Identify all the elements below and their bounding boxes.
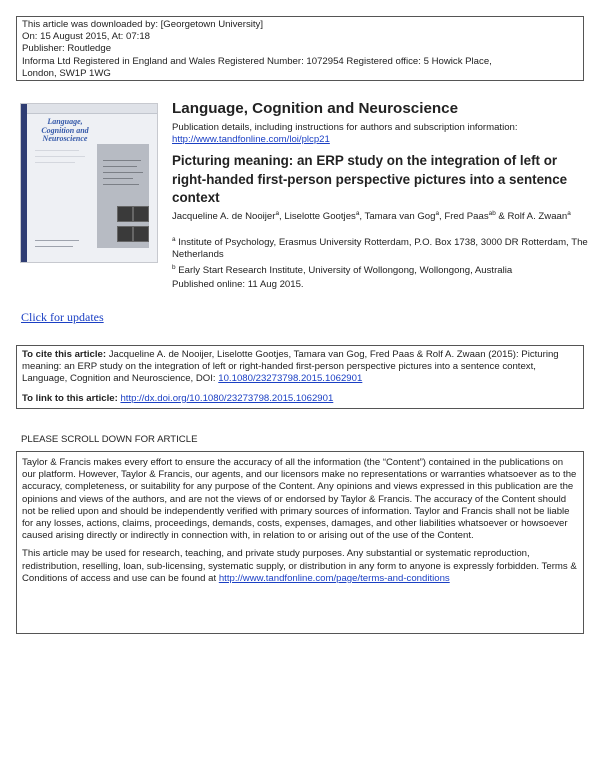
terms-link[interactable]: http://www.tandfonline.com/page/terms-and-conditions xyxy=(218,572,450,584)
cover-brain-image xyxy=(117,206,133,222)
cover-title: Language, Cognition and Neuroscience xyxy=(41,117,89,144)
author-affiliation-mark: a xyxy=(567,210,571,217)
citation-box xyxy=(16,345,584,409)
published-date: Published online: 11 Aug 2015. xyxy=(172,279,304,290)
usage-text: This article may be used for research, teaching, and private study purposes. Any substantial or systematic reproduction, redistribution, reselling, loan, sub-licensing, systematic supply, or distribution in any form to anyone is expressly forbidden. Terms & Conditions of access and use can be found at xyxy=(22,548,577,584)
affiliation-mark: b xyxy=(172,264,176,271)
downloaded-by-line: This article was downloaded by: [Georgetown University] xyxy=(22,19,264,30)
disclaimer-paragraph: Taylor & Francis makes every effort to ensure the accuracy of all the information (the “Content”) contained in the publications on our platform. However, Taylor & Francis, our agents, and our licensors make no representations or warranties whatsoever as to the accuracy, completeness, or suitability for any purpose of the Content. Any opinions and views expressed in this publication are the opinions and views of the authors, and are not the views of or endorsed by Taylor & Francis. The accuracy of the Content should not be relied upon and should be independently verified with primary sources of information. Taylor and Francis shall not be liable for any losses, actions, claims, proceedings, demands, costs, expenses, damages, and other liabilities whatsoever or howsoever caused arising directly or indirectly in connection with, in relation to or arising out of the use of the Content. xyxy=(22,457,577,542)
usage-paragraph xyxy=(22,548,578,585)
cover-line xyxy=(35,246,73,247)
cover-stripe xyxy=(21,104,27,262)
cover-text-line xyxy=(103,160,141,161)
cover-text-line xyxy=(103,178,133,179)
cover-text-line xyxy=(103,172,143,173)
journal-url-link[interactable]: http://www.tandfonline.com/loi/plcp21 xyxy=(172,134,330,145)
cover-line xyxy=(35,162,75,163)
author-affiliation-mark: a xyxy=(435,210,440,217)
cover-text-line xyxy=(103,184,139,185)
article-title: Picturing meaning: an ERP study on the integration of left or right-handed first-person perspective pictures into a sentence context xyxy=(172,153,568,205)
author-affiliation-mark: a xyxy=(275,210,280,217)
download-date-line: On: 15 August 2015, At: 07:18 xyxy=(22,31,151,43)
cover-brain-image xyxy=(117,226,133,242)
cover-line xyxy=(35,156,85,157)
affiliation-text: Early Start Research Institute, University of Wollongong, Wollongong, Australia xyxy=(175,265,513,276)
cite-body: Jacqueline A. de Nooijer, Liselotte Gootjes, Tamara van Gog, Fred Paas & Rolf A. Zwaan (2015): Picturing meaning: an ERP study on the integration of left or right-handed first-person perspective pictures into a sentence context, Language, Cognition and Neuroscience, DOI: xyxy=(22,349,559,385)
doi-link[interactable]: 10.1080/23273798.2015.1062901 xyxy=(218,373,363,385)
author-name: & Rolf A. Zwaan xyxy=(495,211,568,222)
article-doi-url-link[interactable]: http://dx.doi.org/10.1080/23273798.2015.1062901 xyxy=(120,392,334,404)
link-label: To link to this article: xyxy=(22,392,121,404)
author-affiliation-mark: ab xyxy=(488,210,496,217)
address-line: London, SW1P 1WG xyxy=(22,67,111,79)
journal-cover-image xyxy=(20,103,158,263)
publisher-line: Publisher: Routledge xyxy=(22,43,112,55)
cover-text-line xyxy=(103,166,137,167)
cite-label: To cite this article: xyxy=(22,349,107,360)
cover-line xyxy=(35,240,79,241)
cover-brain-image xyxy=(133,226,149,242)
scroll-down-notice: PLEASE SCROLL DOWN FOR ARTICLE xyxy=(21,434,198,445)
terms-box xyxy=(16,451,584,634)
affiliation-text: Institute of Psychology, Erasmus University Rotterdam, P.O. Box 1738, 3000 DR Rotterdam, The Netherlands xyxy=(172,237,588,261)
author-name: , Liselotte Gootjes xyxy=(279,211,356,222)
cover-brain-image xyxy=(133,206,149,222)
registration-line: Informa Ltd Registered in England and Wales Registered Number: 1072954 Registered office: 5 Howick Place, xyxy=(22,55,492,67)
publication-details: Publication details, including instructions for authors and subscription information: xyxy=(172,122,518,133)
affiliation-b xyxy=(172,265,512,277)
journal-url-container xyxy=(172,134,330,145)
author-name: , Fred Paas xyxy=(439,211,489,222)
link-to-article-line xyxy=(22,393,578,404)
download-info-box xyxy=(16,16,584,81)
author-affiliation-mark: a xyxy=(355,210,360,217)
cover-header-bar xyxy=(21,104,157,114)
author-name: , Tamara van Gog xyxy=(359,211,436,222)
click-for-updates-link[interactable]: Click for updates xyxy=(21,310,104,324)
affiliation-a xyxy=(172,237,592,261)
author-list xyxy=(172,211,592,223)
affiliation-mark: a xyxy=(172,236,176,243)
journal-title: Language, Cognition and Neuroscience xyxy=(172,100,459,117)
author-name: Jacqueline A. de Nooijer xyxy=(172,211,276,222)
citation-text xyxy=(22,349,578,386)
cover-line xyxy=(35,150,79,151)
